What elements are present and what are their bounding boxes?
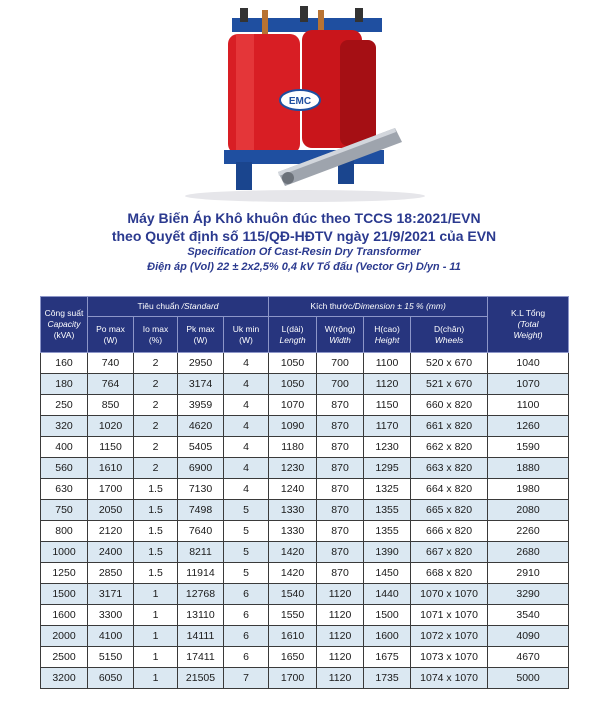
cell-length: 1550 — [269, 605, 317, 626]
cell-height: 1120 — [364, 374, 411, 395]
cell-wheels: 663 x 820 — [411, 458, 488, 479]
cell-io-max: 1.5 — [134, 479, 178, 500]
table-row — [41, 668, 569, 689]
cell-po-max: 764 — [88, 374, 134, 395]
cell-total-weight: 4670 — [488, 647, 569, 668]
cell-wheels: 666 x 820 — [411, 521, 488, 542]
header-weight-en1: (Total — [517, 319, 539, 329]
table-row — [41, 500, 569, 521]
cell-width: 1120 — [317, 668, 364, 689]
header-standard-vi: Tiêu chuẩn — [137, 301, 182, 311]
header-weight — [488, 297, 569, 353]
cell-capacity: 160 — [41, 353, 88, 374]
header-pk-l2: (W) — [193, 334, 208, 345]
cell-pk-max: 12768 — [178, 584, 224, 605]
cell-po-max: 2400 — [88, 542, 134, 563]
title-voltage: Điện áp (Vol) 22 ± 2x2,5% 0,4 kV Tổ đấu (Vector Gr) D/yn - 11 — [147, 261, 461, 273]
cell-total-weight: 2260 — [488, 521, 569, 542]
cell-wheels: 664 x 820 — [411, 479, 488, 500]
top-bolt-right — [355, 8, 363, 22]
header-wheels — [411, 317, 488, 353]
cell-length: 1330 — [269, 500, 317, 521]
cell-height: 1675 — [364, 647, 411, 668]
logo-text: EMC — [288, 96, 312, 107]
table-row — [41, 584, 569, 605]
cell-width: 1120 — [317, 584, 364, 605]
cell-uk-min: 5 — [224, 521, 269, 542]
cell-pk-max: 21505 — [178, 668, 224, 689]
cell-io-max: 1 — [134, 584, 178, 605]
table-row — [41, 605, 569, 626]
header-dimension-en: /Dimension ± 15 % (mm) — [352, 301, 446, 311]
cell-capacity: 1500 — [41, 584, 88, 605]
header-io-l1: Io max — [142, 323, 169, 334]
header-capacity-vi: Công suất — [44, 308, 84, 318]
cell-io-max: 1 — [134, 668, 178, 689]
cell-width: 870 — [317, 542, 364, 563]
header-standard — [88, 297, 269, 317]
cell-wheels: 661 x 820 — [411, 416, 488, 437]
cell-height: 1355 — [364, 500, 411, 521]
cell-capacity: 800 — [41, 521, 88, 542]
cell-wheels: 1074 x 1070 — [411, 668, 488, 689]
cell-width: 870 — [317, 479, 364, 500]
header-wheels-en: Wheels — [434, 334, 464, 345]
cell-pk-max: 7640 — [178, 521, 224, 542]
cell-total-weight: 2910 — [488, 563, 569, 584]
table-row — [41, 647, 569, 668]
spec-table — [40, 296, 569, 689]
cell-io-max: 2 — [134, 395, 178, 416]
cell-length: 1050 — [269, 353, 317, 374]
cell-pk-max: 14111 — [178, 626, 224, 647]
header-weight-vi: K.L Tổng — [511, 308, 546, 318]
shadow — [185, 190, 425, 202]
cell-io-max: 2 — [134, 416, 178, 437]
cell-pk-max: 2950 — [178, 353, 224, 374]
cell-length: 1240 — [269, 479, 317, 500]
lead-end-cap — [282, 172, 294, 184]
coil-right — [340, 40, 376, 146]
cell-width: 1120 — [317, 605, 364, 626]
cell-capacity: 750 — [41, 500, 88, 521]
cell-pk-max: 7130 — [178, 479, 224, 500]
cell-width: 700 — [317, 353, 364, 374]
cell-uk-min: 6 — [224, 626, 269, 647]
cell-po-max: 3171 — [88, 584, 134, 605]
cell-po-max: 1150 — [88, 437, 134, 458]
header-po-l2: (W) — [103, 334, 118, 345]
cell-uk-min: 4 — [224, 437, 269, 458]
cell-height: 1170 — [364, 416, 411, 437]
cell-wheels: 521 x 670 — [411, 374, 488, 395]
title-decision: theo Quyết định số 115/QĐ-HĐTV ngày 21/9/2021 của EVN — [111, 228, 497, 244]
cell-wheels: 660 x 820 — [411, 395, 488, 416]
cell-total-weight: 1590 — [488, 437, 569, 458]
table-row — [41, 626, 569, 647]
cell-length: 1070 — [269, 395, 317, 416]
cell-height: 1100 — [364, 353, 411, 374]
cell-pk-max: 3174 — [178, 374, 224, 395]
cell-uk-min: 7 — [224, 668, 269, 689]
cell-width: 870 — [317, 416, 364, 437]
cell-height: 1230 — [364, 437, 411, 458]
cell-uk-min: 4 — [224, 395, 269, 416]
cell-length: 1230 — [269, 458, 317, 479]
header-uk-l2: (W) — [239, 334, 253, 345]
table-row — [41, 479, 569, 500]
cell-length: 1420 — [269, 563, 317, 584]
base-leg-left — [236, 162, 252, 190]
cell-po-max: 6050 — [88, 668, 134, 689]
header-width — [317, 317, 364, 353]
cell-capacity: 2500 — [41, 647, 88, 668]
cell-pk-max: 7498 — [178, 500, 224, 521]
header-pk — [178, 317, 224, 353]
cell-po-max: 2850 — [88, 563, 134, 584]
cell-capacity: 180 — [41, 374, 88, 395]
cell-po-max: 2050 — [88, 500, 134, 521]
cell-wheels: 668 x 820 — [411, 563, 488, 584]
cell-height: 1440 — [364, 584, 411, 605]
header-dimension — [269, 297, 488, 317]
header-standard-en: /Standard — [181, 301, 219, 311]
cell-total-weight: 2080 — [488, 500, 569, 521]
cell-io-max: 1.5 — [134, 563, 178, 584]
cell-length: 1610 — [269, 626, 317, 647]
cell-uk-min: 4 — [224, 353, 269, 374]
cell-capacity: 560 — [41, 458, 88, 479]
cell-uk-min: 5 — [224, 563, 269, 584]
cell-po-max: 1700 — [88, 479, 134, 500]
header-pk-l1: Pk max — [186, 323, 215, 334]
cell-wheels: 667 x 820 — [411, 542, 488, 563]
cell-capacity: 630 — [41, 479, 88, 500]
cell-io-max: 2 — [134, 353, 178, 374]
cell-capacity: 1600 — [41, 605, 88, 626]
header-height-vi: H(cao) — [374, 323, 400, 334]
cell-total-weight: 1070 — [488, 374, 569, 395]
title-block — [0, 209, 608, 275]
cell-total-weight: 3290 — [488, 584, 569, 605]
cell-height: 1390 — [364, 542, 411, 563]
header-wheels-vi: D(chân) — [433, 323, 465, 334]
cell-length: 1050 — [269, 374, 317, 395]
cell-po-max: 850 — [88, 395, 134, 416]
cell-width: 870 — [317, 458, 364, 479]
table-row — [41, 437, 569, 458]
header-length — [269, 317, 317, 353]
header-height — [364, 317, 411, 353]
cell-width: 870 — [317, 521, 364, 542]
header-capacity-en: Capacity — [47, 319, 81, 329]
cell-po-max: 4100 — [88, 626, 134, 647]
cell-capacity: 1000 — [41, 542, 88, 563]
title-english: Specification Of Cast-Resin Dry Transformer — [187, 246, 421, 258]
cell-io-max: 1 — [134, 626, 178, 647]
cell-io-max: 2 — [134, 374, 178, 395]
cell-uk-min: 4 — [224, 479, 269, 500]
cell-width: 1120 — [317, 647, 364, 668]
header-io-l2: (%) — [148, 334, 163, 345]
cell-height: 1150 — [364, 395, 411, 416]
cell-uk-min: 6 — [224, 584, 269, 605]
cell-pk-max: 6900 — [178, 458, 224, 479]
cell-width: 1120 — [317, 626, 364, 647]
header-length-vi: L(dài) — [281, 323, 304, 334]
cell-po-max: 1020 — [88, 416, 134, 437]
table-row — [41, 353, 569, 374]
cell-total-weight: 1040 — [488, 353, 569, 374]
busbar-1 — [262, 10, 268, 36]
header-po — [88, 317, 134, 353]
cell-height: 1295 — [364, 458, 411, 479]
cell-uk-min: 4 — [224, 374, 269, 395]
cell-uk-min: 6 — [224, 647, 269, 668]
transformer-image — [0, 0, 608, 205]
cell-width: 870 — [317, 500, 364, 521]
cell-pk-max: 4620 — [178, 416, 224, 437]
cell-po-max: 5150 — [88, 647, 134, 668]
cell-capacity: 3200 — [41, 668, 88, 689]
cell-length: 1700 — [269, 668, 317, 689]
cell-capacity: 1250 — [41, 563, 88, 584]
cell-uk-min: 6 — [224, 605, 269, 626]
cell-wheels: 520 x 670 — [411, 353, 488, 374]
cell-width: 700 — [317, 374, 364, 395]
cell-io-max: 1 — [134, 647, 178, 668]
header-io — [134, 317, 178, 353]
cell-capacity: 400 — [41, 437, 88, 458]
header-capacity-unit: (kVA) — [53, 330, 75, 340]
cell-uk-min: 4 — [224, 458, 269, 479]
cell-length: 1090 — [269, 416, 317, 437]
header-capacity — [41, 297, 88, 353]
cell-io-max: 1.5 — [134, 500, 178, 521]
cell-length: 1420 — [269, 542, 317, 563]
cell-pk-max: 11914 — [178, 563, 224, 584]
cell-total-weight: 5000 — [488, 668, 569, 689]
header-uk-l1: Uk min — [232, 323, 260, 334]
cell-capacity: 250 — [41, 395, 88, 416]
cell-io-max: 2 — [134, 458, 178, 479]
table-row — [41, 521, 569, 542]
cell-io-max: 1.5 — [134, 521, 178, 542]
cell-io-max: 2 — [134, 437, 178, 458]
table-row — [41, 542, 569, 563]
header-po-l1: Po max — [96, 323, 125, 334]
cell-po-max: 740 — [88, 353, 134, 374]
header-width-en: Width — [329, 334, 351, 345]
cell-length: 1540 — [269, 584, 317, 605]
cell-total-weight: 3540 — [488, 605, 569, 626]
cell-height: 1600 — [364, 626, 411, 647]
cell-wheels: 665 x 820 — [411, 500, 488, 521]
table-row — [41, 458, 569, 479]
cell-height: 1735 — [364, 668, 411, 689]
cell-total-weight: 1100 — [488, 395, 569, 416]
cell-length: 1330 — [269, 521, 317, 542]
cell-uk-min: 5 — [224, 542, 269, 563]
cell-height: 1500 — [364, 605, 411, 626]
table-row — [41, 395, 569, 416]
cell-pk-max: 8211 — [178, 542, 224, 563]
cell-io-max: 1 — [134, 605, 178, 626]
cell-pk-max: 13110 — [178, 605, 224, 626]
coil-left-highlight — [236, 34, 254, 154]
header-width-vi: W(rộng) — [324, 323, 356, 334]
cell-po-max: 3300 — [88, 605, 134, 626]
cell-uk-min: 4 — [224, 416, 269, 437]
cell-pk-max: 5405 — [178, 437, 224, 458]
cell-total-weight: 4090 — [488, 626, 569, 647]
cell-uk-min: 5 — [224, 500, 269, 521]
cell-height: 1355 — [364, 521, 411, 542]
top-bolt-middle — [300, 6, 308, 22]
cell-height: 1450 — [364, 563, 411, 584]
cell-total-weight: 1880 — [488, 458, 569, 479]
header-uk — [224, 317, 269, 353]
cell-po-max: 2120 — [88, 521, 134, 542]
cell-capacity: 320 — [41, 416, 88, 437]
cell-width: 870 — [317, 395, 364, 416]
cell-po-max: 1610 — [88, 458, 134, 479]
cell-total-weight: 1980 — [488, 479, 569, 500]
cell-length: 1650 — [269, 647, 317, 668]
table-row — [41, 563, 569, 584]
header-height-en: Height — [374, 334, 400, 345]
cell-pk-max: 17411 — [178, 647, 224, 668]
title-main: Máy Biến Áp Khô khuôn đúc theo TCCS 18:2021/EVN — [127, 210, 481, 226]
table-row — [41, 374, 569, 395]
header-weight-en2: Weight) — [513, 330, 543, 340]
top-bolt-left — [240, 8, 248, 22]
cell-wheels: 662 x 820 — [411, 437, 488, 458]
cell-wheels: 1072 x 1070 — [411, 626, 488, 647]
header-length-en: Length — [279, 334, 306, 345]
cell-width: 870 — [317, 437, 364, 458]
cell-wheels: 1070 x 1070 — [411, 584, 488, 605]
cell-height: 1325 — [364, 479, 411, 500]
cell-wheels: 1071 x 1070 — [411, 605, 488, 626]
cell-pk-max: 3959 — [178, 395, 224, 416]
cell-length: 1180 — [269, 437, 317, 458]
cell-total-weight: 2680 — [488, 542, 569, 563]
table-row — [41, 416, 569, 437]
header-dimension-vi: Kích thước — [310, 301, 353, 311]
cell-io-max: 1.5 — [134, 542, 178, 563]
cell-width: 870 — [317, 563, 364, 584]
spec-table-body — [41, 353, 569, 689]
cell-wheels: 1073 x 1070 — [411, 647, 488, 668]
cell-total-weight: 1260 — [488, 416, 569, 437]
cell-capacity: 2000 — [41, 626, 88, 647]
